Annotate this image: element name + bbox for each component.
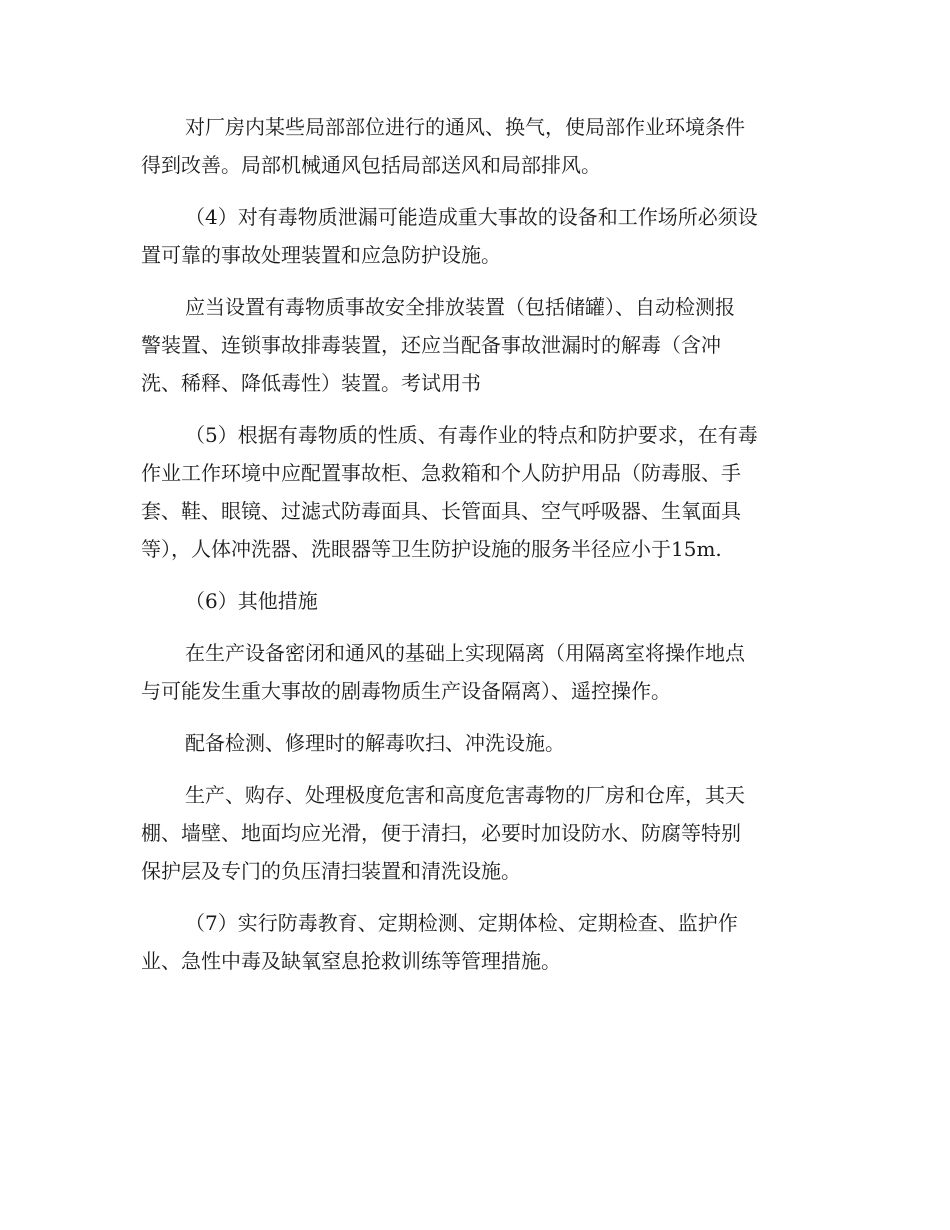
paragraph-item-6: （6）其他措施: [185, 589, 318, 613]
paragraph-item-7: （7）实行防毒教育、定期检测、定期体检、定期检查、监护作 业、急性中毒及缺氧窒息抢救训练等管理措施。: [141, 911, 738, 973]
paragraph-item-5: （5）根据有毒物质的性质、有毒作业的特点和防护要求，在有毒 作业工作环境中应配置事故柜、急救箱和个人防护用品（防毒服、手 套、鞋、眼镜、过滤式防毒面具、长管面具、空气呼吸器、生氧面具 等），人体冲洗器、洗眼器等卫生防护设施的服务半径应小于15m.: [141, 423, 758, 561]
paragraph-emergency-devices: 应当设置有毒物质事故安全排放装置（包括储罐）、自动检测报 警装置、连锁事故排毒装置，还应当配备事故泄漏时的解毒（含冲 洗、稀释、降低毒性）装置。考试用书: [141, 295, 735, 395]
paragraph-item-4: （4）对有毒物质泄漏可能造成重大事故的设备和工作场所必须设 置可靠的事故处理装置和应急防护设施。: [141, 205, 758, 267]
paragraph-isolation: 在生产设备密闭和通风的基础上实现隔离（用隔离室将操作地点 与可能发生重大事故的剧毒物质生产设备隔离）、遥控操作。: [141, 641, 745, 703]
paragraph-buildings: 生产、购存、处理极度危害和高度危害毒物的厂房和仓库，其天 棚、墙壁、地面均应光滑，便于清扫，必要时加设防水、防腐等特别 保护层及专门的负压清扫装置和清洗设施。: [141, 783, 745, 883]
paragraph-local-ventilation: 对厂房内某些局部部位进行的通风、换气，使局部作业环境条件 得到改善。局部机械通风包括局部送风和局部排风。: [141, 115, 745, 177]
paragraph-detox-facilities: 配备检测、修理时的解毒吹扫、冲洗设施。: [185, 731, 565, 755]
document-body: [141, 108, 809, 980]
